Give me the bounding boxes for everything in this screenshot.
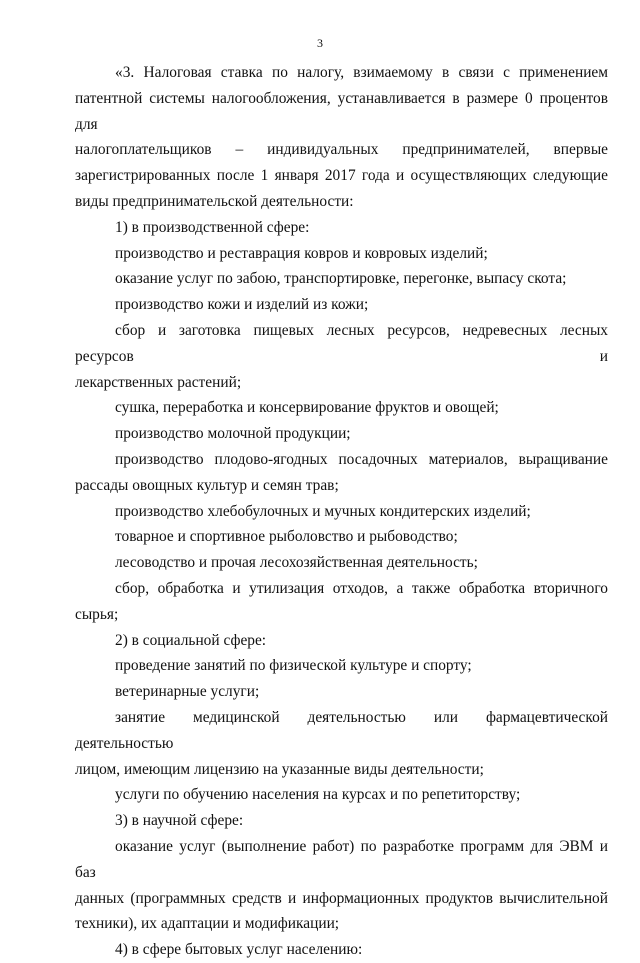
section-heading: 3) в научной сфере:	[115, 812, 244, 830]
text-line: зарегистрированных после 1 января 2017 года и осуществляющих следующие	[75, 167, 608, 185]
list-item-continuation: лекарственных растений;	[75, 373, 242, 391]
list-item: проведение занятий по физической культуре и спорту;	[115, 657, 472, 675]
document-body	[75, 60, 608, 963]
list-item: оказание услуг (выполнение работ) по разработке программ для ЭВМ и баз	[75, 837, 608, 881]
list-item: товарное и спортивное рыболовство и рыбоводство;	[115, 528, 458, 546]
list-item: производство хлебобулочных и мучных кондитерских изделий;	[115, 502, 531, 520]
list-item: оказание услуг по забою, транспортировке, перегонке, выпасу скота;	[115, 270, 567, 288]
list-item: производство кожи и изделий из кожи;	[115, 296, 369, 314]
list-item: услуги по обучению населения на курсах и по репетиторству;	[115, 786, 521, 804]
text-line: «3. Налоговая ставка по налогу, взимаемому в связи с применением	[115, 64, 608, 81]
list-item: сбор, обработка и утилизация отходов, а также обработка вторичного сырья;	[75, 579, 608, 623]
text-line: виды предпринимательской деятельности:	[75, 192, 354, 210]
text-line: патентной системы налогообложения, устанавливается в размере 0 процентов для	[75, 89, 608, 133]
text-line: налогоплательщиков – индивидуальных предпринимателей, впервые	[75, 141, 608, 159]
list-item-continuation: лицом, имеющим лицензию на указанные виды деятельности;	[75, 760, 484, 778]
section-heading: 4) в сфере бытовых услуг населению:	[115, 941, 363, 959]
list-item: производство плодово-ягодных посадочных материалов, выращивание	[115, 450, 608, 468]
list-item-continuation: данных (программных средств и информационных продуктов вычислительной	[75, 889, 608, 907]
list-item: занятие медицинской деятельностью или фармацевтической деятельностью	[75, 708, 608, 752]
list-item: производство молочной продукции;	[115, 425, 351, 443]
list-item-continuation: рассады овощных культур и семян трав;	[75, 476, 339, 494]
section-heading: 1) в производственной сфере:	[115, 218, 310, 236]
page-number: 3	[317, 36, 323, 50]
list-item: сушка, переработка и консервирование фруктов и овощей;	[115, 399, 499, 417]
list-item: производство и реставрация ковров и ковровых изделий;	[115, 244, 488, 262]
list-item-continuation: техники), их адаптации и модификации;	[75, 915, 340, 933]
list-item: ветеринарные услуги;	[115, 683, 260, 701]
section-heading: 2) в социальной сфере:	[115, 631, 267, 649]
list-item: сбор и заготовка пищевых лесных ресурсов, недревесных лесных ресурсов и	[75, 321, 608, 365]
list-item: лесоводство и прочая лесохозяйственная деятельность;	[115, 554, 478, 572]
